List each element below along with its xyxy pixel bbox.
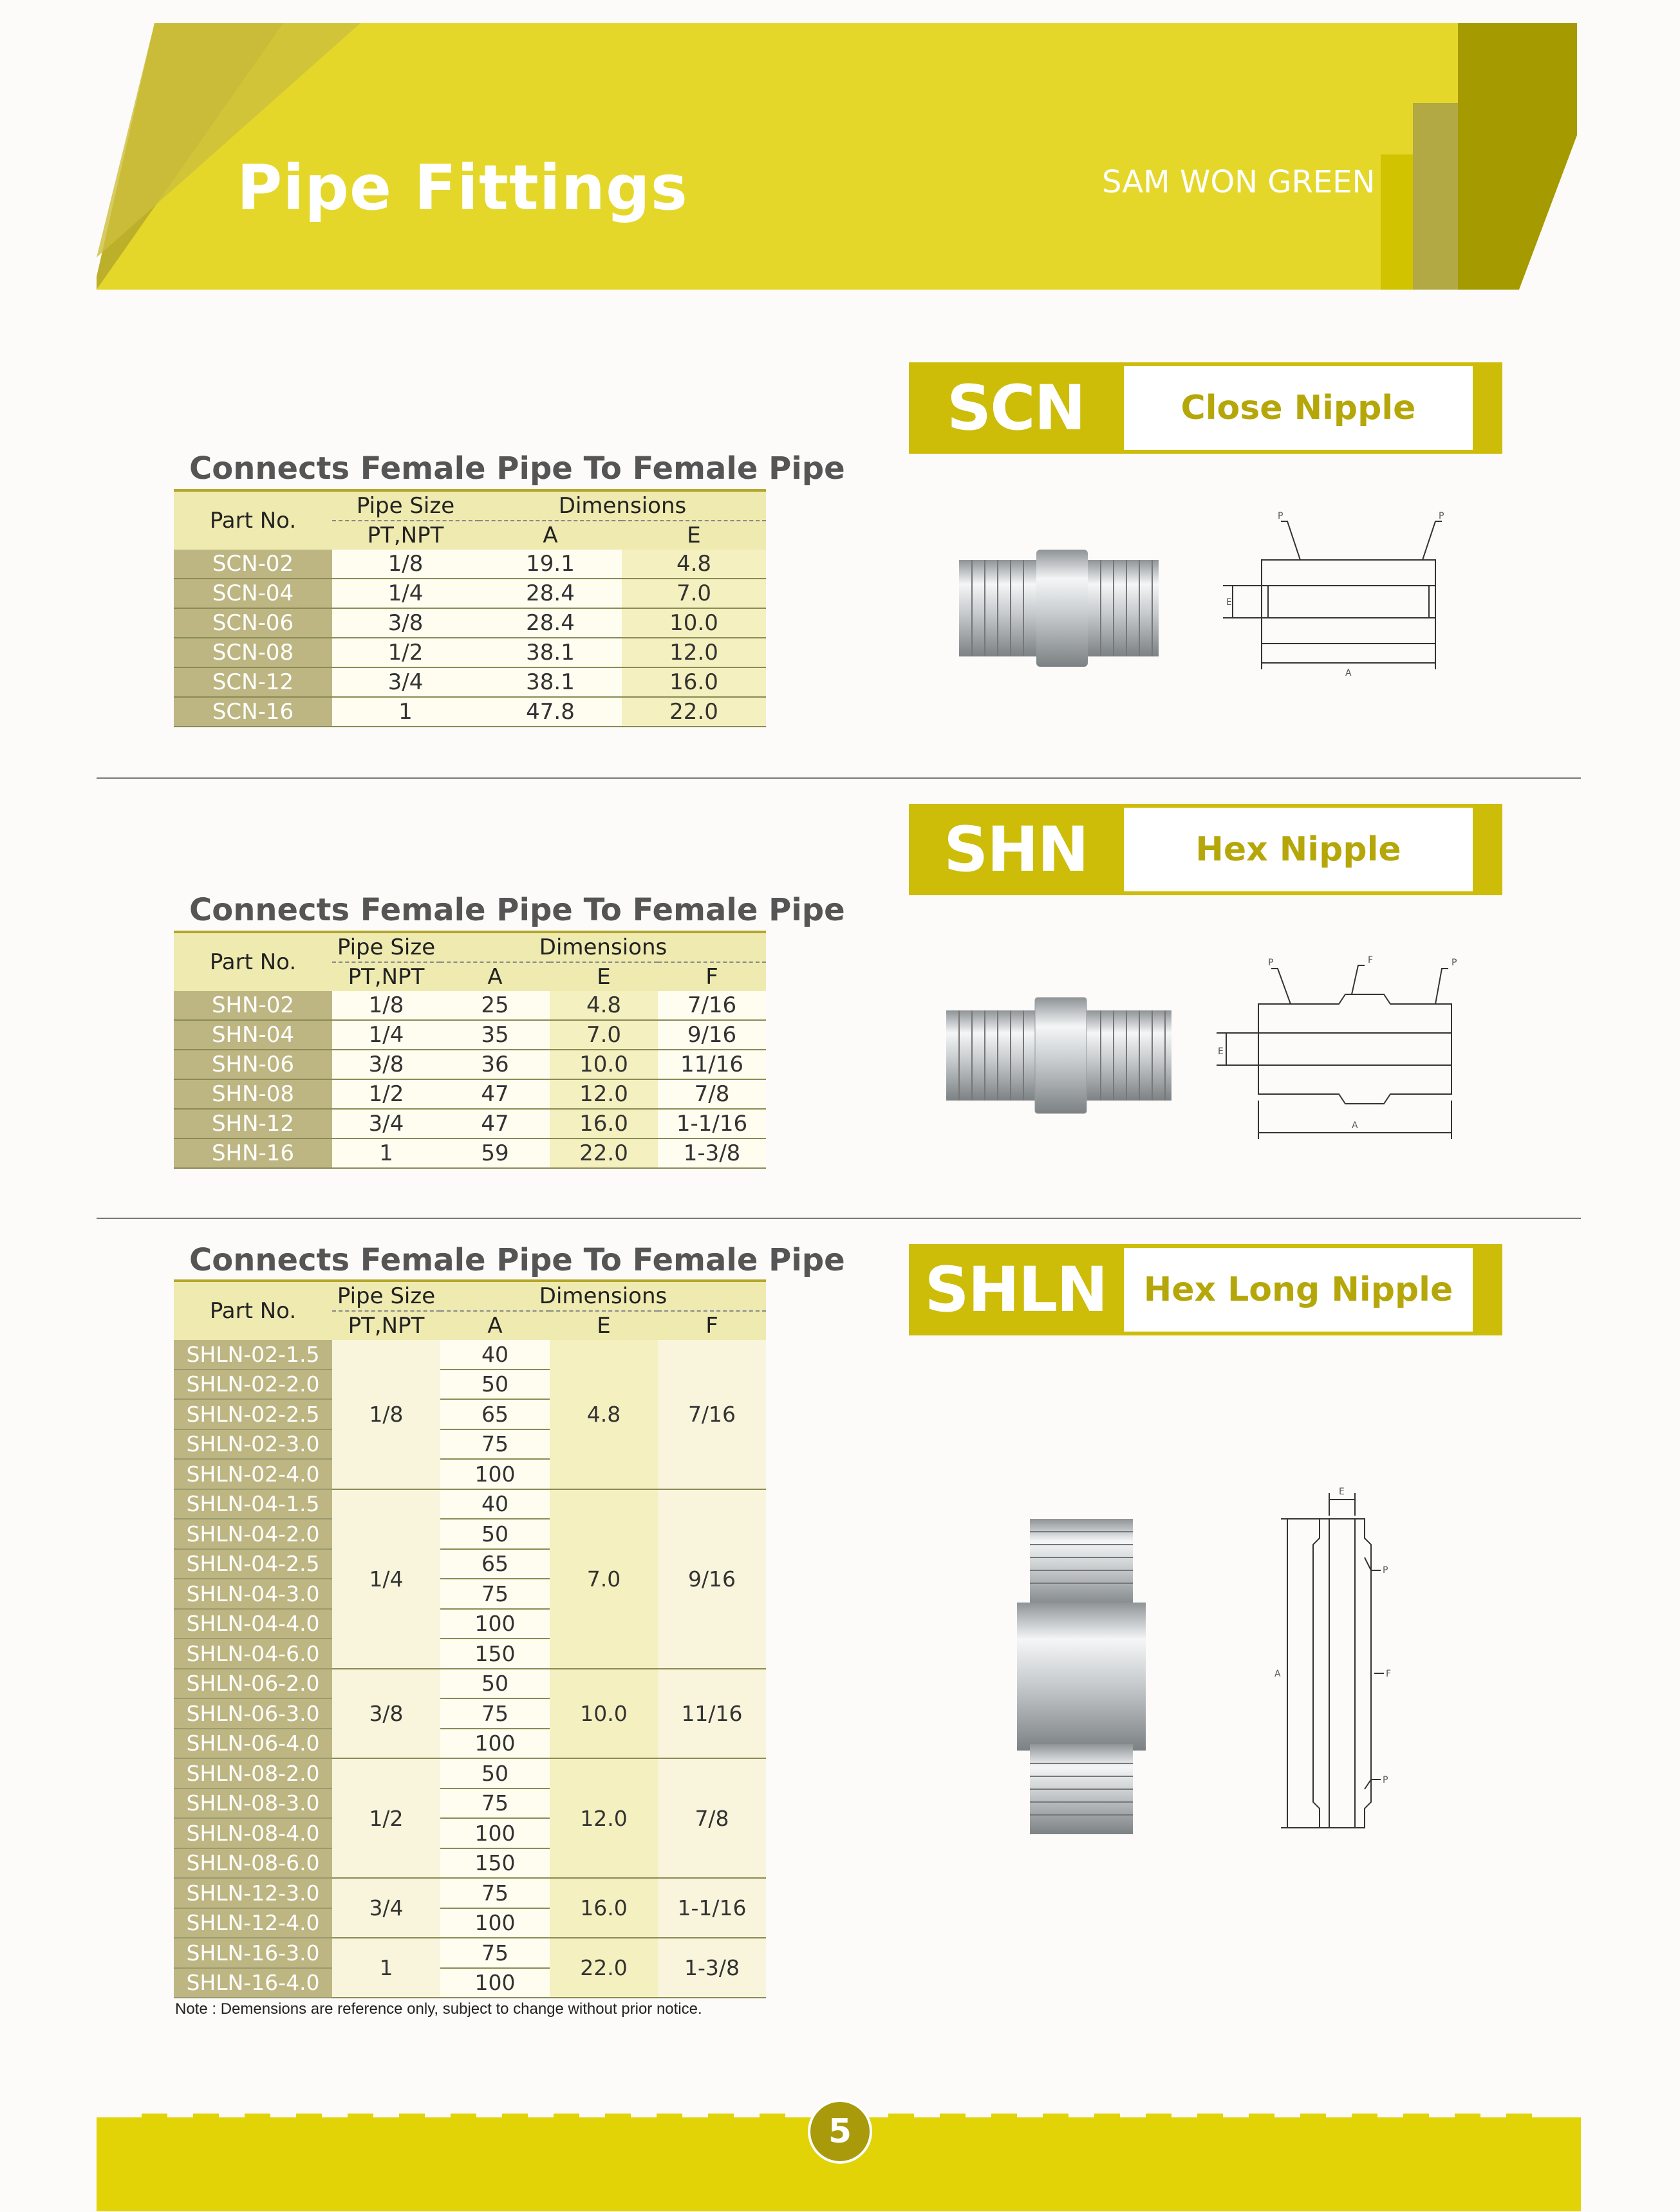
dim-e-cell: 22.0	[550, 1139, 658, 1168]
dim-a-cell: 150	[440, 1848, 550, 1879]
dim-label-a: A	[1274, 1669, 1281, 1679]
section-divider	[97, 777, 1581, 779]
col-a: A	[440, 962, 550, 991]
table-row	[174, 608, 766, 638]
scn-technical-drawing	[1223, 521, 1442, 669]
table-row	[174, 550, 766, 579]
table-row	[174, 1020, 766, 1050]
pipe-size-cell: 3/4	[332, 667, 479, 697]
col-dimensions: Dimensions	[479, 490, 766, 521]
header-banner	[0, 0, 1680, 290]
section-subtitle: Connects Female Pipe To Female Pipe	[189, 451, 845, 487]
dim-a-cell: 50	[440, 1370, 550, 1400]
pipe-size-cell: 1	[332, 1139, 440, 1168]
dim-a-cell: 65	[440, 1399, 550, 1429]
part-number-cell: SHLN-08-2.0	[174, 1758, 332, 1789]
table-row	[174, 1109, 766, 1139]
scn-product-drawing	[953, 502, 1480, 708]
dim-a-cell: 19.1	[479, 550, 622, 579]
dim-f-cell: 7/16	[658, 991, 766, 1020]
pipe-size-cell: 3/8	[332, 1050, 440, 1079]
dim-f-cell: 9/16	[658, 1489, 766, 1669]
dim-a-cell: 100	[440, 1968, 550, 1998]
shn-product-drawing	[940, 946, 1480, 1152]
dim-f-cell: 1-1/16	[658, 1109, 766, 1139]
dim-a-cell: 75	[440, 1789, 550, 1819]
part-number-cell: SHLN-04-6.0	[174, 1639, 332, 1669]
dim-a-cell: 47	[440, 1079, 550, 1109]
scn-photo	[959, 550, 1159, 667]
shln-technical-drawing	[1281, 1493, 1384, 1828]
dim-e-cell: 12.0	[622, 638, 766, 667]
col-part-no: Part No.	[174, 932, 332, 991]
table-row	[174, 991, 766, 1020]
part-number-cell: SHLN-12-4.0	[174, 1908, 332, 1938]
page-header	[0, 0, 1680, 290]
dim-label-a: A	[1345, 668, 1352, 678]
col-pipe-size: Pipe Size	[332, 1281, 440, 1311]
pipe-size-cell: 1	[332, 1938, 440, 1998]
part-number-cell: SHN-12	[174, 1109, 332, 1139]
spec-table-scn	[174, 489, 766, 727]
table-row	[174, 1050, 766, 1079]
dim-label-p: P	[1451, 958, 1457, 968]
pipe-size-cell: 1/4	[332, 1020, 440, 1050]
dim-e-cell: 10.0	[622, 608, 766, 638]
dim-a-cell: 150	[440, 1639, 550, 1669]
part-number-cell: SHLN-06-2.0	[174, 1669, 332, 1699]
section-label-shln	[909, 1244, 1502, 1335]
dim-a-cell: 75	[440, 1429, 550, 1460]
pipe-size-cell: 1/8	[332, 550, 479, 579]
part-number-cell: SHLN-04-2.0	[174, 1519, 332, 1549]
col-f: F	[658, 1311, 766, 1340]
part-number-cell: SHLN-08-3.0	[174, 1789, 332, 1819]
table-row	[174, 1139, 766, 1168]
product-code: SHLN	[924, 1254, 1107, 1326]
dim-a-cell: 75	[440, 1698, 550, 1729]
part-number-cell: SCN-16	[174, 697, 332, 727]
shln-product-drawing	[1004, 1480, 1455, 1866]
table-row	[174, 1938, 766, 1968]
dim-label-p: P	[1383, 1775, 1388, 1785]
dim-a-cell: 50	[440, 1519, 550, 1549]
dim-a-cell: 59	[440, 1139, 550, 1168]
section-label-shn	[909, 804, 1502, 895]
table-row	[174, 1340, 766, 1370]
brand-name: SAM WON GREEN	[1102, 164, 1376, 200]
table-row	[174, 697, 766, 727]
part-number-cell: SHLN-06-4.0	[174, 1729, 332, 1759]
dim-a-cell: 75	[440, 1878, 550, 1908]
dim-a-cell: 35	[440, 1020, 550, 1050]
pipe-size-cell: 1/2	[332, 638, 479, 667]
col-e: E	[550, 1311, 658, 1340]
col-f: F	[658, 962, 766, 991]
section-divider	[97, 1218, 1581, 1219]
table-row	[174, 638, 766, 667]
shn-photo	[946, 998, 1171, 1113]
pipe-size-cell: 1/4	[332, 579, 479, 608]
table-row	[174, 1079, 766, 1109]
dim-e-cell: 12.0	[550, 1758, 658, 1878]
col-dimensions: Dimensions	[440, 932, 766, 962]
dim-e-cell: 12.0	[550, 1079, 658, 1109]
product-name: Close Nipple	[1124, 366, 1473, 450]
dim-a-cell: 36	[440, 1050, 550, 1079]
dim-a-cell: 50	[440, 1669, 550, 1699]
dim-e-cell: 4.8	[550, 1340, 658, 1489]
table-row	[174, 1489, 766, 1520]
part-number-cell: SHLN-04-2.5	[174, 1549, 332, 1579]
pipe-size-cell: 1/4	[332, 1489, 440, 1669]
col-part-no: Part No.	[174, 490, 332, 550]
part-number-cell: SHLN-08-4.0	[174, 1818, 332, 1848]
part-number-cell: SHLN-02-3.0	[174, 1429, 332, 1460]
dim-a-cell: 47.8	[479, 697, 622, 727]
dim-e-cell: 16.0	[550, 1109, 658, 1139]
table-row	[174, 1669, 766, 1699]
dim-f-cell: 11/16	[658, 1669, 766, 1759]
dim-e-cell: 4.8	[622, 550, 766, 579]
col-dimensions: Dimensions	[440, 1281, 766, 1311]
dim-a-cell: 100	[440, 1609, 550, 1639]
table-row	[174, 579, 766, 608]
part-number-cell: SHLN-02-1.5	[174, 1340, 332, 1370]
dim-label-e: E	[1226, 597, 1232, 608]
dim-f-cell: 7/8	[658, 1079, 766, 1109]
page-title: Pipe Fittings	[237, 152, 688, 224]
part-number-cell: SHLN-02-2.0	[174, 1370, 332, 1400]
pipe-size-cell: 3/4	[332, 1109, 440, 1139]
pipe-size-cell: 1/2	[332, 1079, 440, 1109]
dim-f-cell: 1-3/8	[658, 1938, 766, 1998]
dim-a-cell: 100	[440, 1818, 550, 1848]
dim-a-cell: 38.1	[479, 638, 622, 667]
col-e: E	[622, 521, 766, 550]
col-pt-npt: PT,NPT	[332, 1311, 440, 1340]
col-a: A	[479, 521, 622, 550]
part-number-cell: SHLN-04-4.0	[174, 1609, 332, 1639]
dim-a-cell: 40	[440, 1340, 550, 1370]
part-number-cell: SHLN-12-3.0	[174, 1878, 332, 1908]
dim-a-cell: 38.1	[479, 667, 622, 697]
col-part-no: Part No.	[174, 1281, 332, 1340]
pipe-size-cell: 1/8	[332, 1340, 440, 1489]
dim-f-cell: 7/16	[658, 1340, 766, 1489]
dim-e-cell: 7.0	[622, 579, 766, 608]
part-number-cell: SHN-16	[174, 1139, 332, 1168]
table-row	[174, 1758, 766, 1789]
part-number-cell: SCN-04	[174, 579, 332, 608]
shln-photo	[1017, 1519, 1146, 1834]
section-subtitle: Connects Female Pipe To Female Pipe	[189, 892, 845, 928]
dim-a-cell: 28.4	[479, 608, 622, 638]
shn-technical-drawing	[1217, 965, 1451, 1139]
pipe-size-cell: 1	[332, 697, 479, 727]
dim-e-cell: 10.0	[550, 1050, 658, 1079]
part-number-cell: SHLN-02-4.0	[174, 1459, 332, 1489]
product-code: SCN	[947, 372, 1085, 444]
disclaimer-note: Note : Demensions are reference only, subject to change without prior notice.	[175, 2000, 702, 2018]
section-label-scn	[909, 362, 1502, 454]
spec-table-shn	[174, 931, 766, 1169]
dim-a-cell: 75	[440, 1579, 550, 1609]
part-number-cell: SHLN-04-3.0	[174, 1579, 332, 1609]
dim-label-p: P	[1383, 1565, 1388, 1575]
dim-a-cell: 47	[440, 1109, 550, 1139]
part-number-cell: SHN-08	[174, 1079, 332, 1109]
part-number-cell: SHLN-16-4.0	[174, 1968, 332, 1998]
product-name: Hex Nipple	[1124, 808, 1473, 891]
dim-a-cell: 25	[440, 991, 550, 1020]
dim-e-cell: 22.0	[622, 697, 766, 727]
dim-f-cell: 11/16	[658, 1050, 766, 1079]
dim-a-cell: 100	[440, 1729, 550, 1759]
part-number-cell: SHN-06	[174, 1050, 332, 1079]
part-number-cell: SHLN-08-6.0	[174, 1848, 332, 1879]
col-pt-npt: PT,NPT	[332, 521, 479, 550]
dim-label-e: E	[1218, 1046, 1224, 1057]
product-code: SHN	[944, 813, 1088, 886]
part-number-cell: SCN-12	[174, 667, 332, 697]
col-pt-npt: PT,NPT	[332, 962, 440, 991]
part-number-cell: SCN-08	[174, 638, 332, 667]
dim-f-cell: 1-1/16	[658, 1878, 766, 1938]
table-row	[174, 667, 766, 697]
spec-table-shln	[174, 1279, 766, 1998]
pipe-size-cell: 3/4	[332, 1878, 440, 1938]
pipe-size-cell: 3/8	[332, 608, 479, 638]
part-number-cell: SCN-06	[174, 608, 332, 638]
dim-a-cell: 40	[440, 1489, 550, 1520]
col-e: E	[550, 962, 658, 991]
dim-a-cell: 50	[440, 1758, 550, 1789]
dim-f-cell: 9/16	[658, 1020, 766, 1050]
pipe-size-cell: 1/2	[332, 1758, 440, 1878]
dim-e-cell: 16.0	[622, 667, 766, 697]
dim-label-p: P	[1278, 511, 1283, 521]
dim-label-p: P	[1439, 511, 1444, 521]
col-pipe-size: Pipe Size	[332, 932, 440, 962]
dim-label-a: A	[1352, 1120, 1358, 1131]
dim-a-cell: 65	[440, 1549, 550, 1579]
pipe-size-cell: 3/8	[332, 1669, 440, 1759]
dim-a-cell: 100	[440, 1459, 550, 1489]
col-a: A	[440, 1311, 550, 1340]
product-name: Hex Long Nipple	[1124, 1248, 1473, 1332]
part-number-cell: SHLN-04-1.5	[174, 1489, 332, 1520]
part-number-cell: SHLN-16-3.0	[174, 1938, 332, 1968]
col-pipe-size: Pipe Size	[332, 490, 479, 521]
dim-e-cell: 16.0	[550, 1878, 658, 1938]
dim-a-cell: 75	[440, 1938, 550, 1968]
pipe-size-cell: 1/8	[332, 991, 440, 1020]
dim-e-cell: 22.0	[550, 1938, 658, 1998]
dim-e-cell: 7.0	[550, 1489, 658, 1669]
table-row	[174, 1878, 766, 1908]
part-number-cell: SHLN-06-3.0	[174, 1698, 332, 1729]
dim-label-p: P	[1268, 958, 1274, 968]
part-number-cell: SCN-02	[174, 550, 332, 579]
dim-e-cell: 7.0	[550, 1020, 658, 1050]
dim-a-cell: 100	[440, 1908, 550, 1938]
part-number-cell: SHN-02	[174, 991, 332, 1020]
dim-label-e: E	[1339, 1487, 1345, 1497]
dim-label-f: F	[1386, 1669, 1392, 1679]
part-number-cell: SHN-04	[174, 1020, 332, 1050]
page-number: 5	[808, 2099, 872, 2164]
part-number-cell: SHLN-02-2.5	[174, 1399, 332, 1429]
dim-label-f: F	[1368, 955, 1374, 965]
dim-f-cell: 7/8	[658, 1758, 766, 1878]
dim-a-cell: 28.4	[479, 579, 622, 608]
dim-f-cell: 1-3/8	[658, 1139, 766, 1168]
section-subtitle: Connects Female Pipe To Female Pipe	[189, 1242, 845, 1278]
dim-e-cell: 4.8	[550, 991, 658, 1020]
dim-e-cell: 10.0	[550, 1669, 658, 1759]
